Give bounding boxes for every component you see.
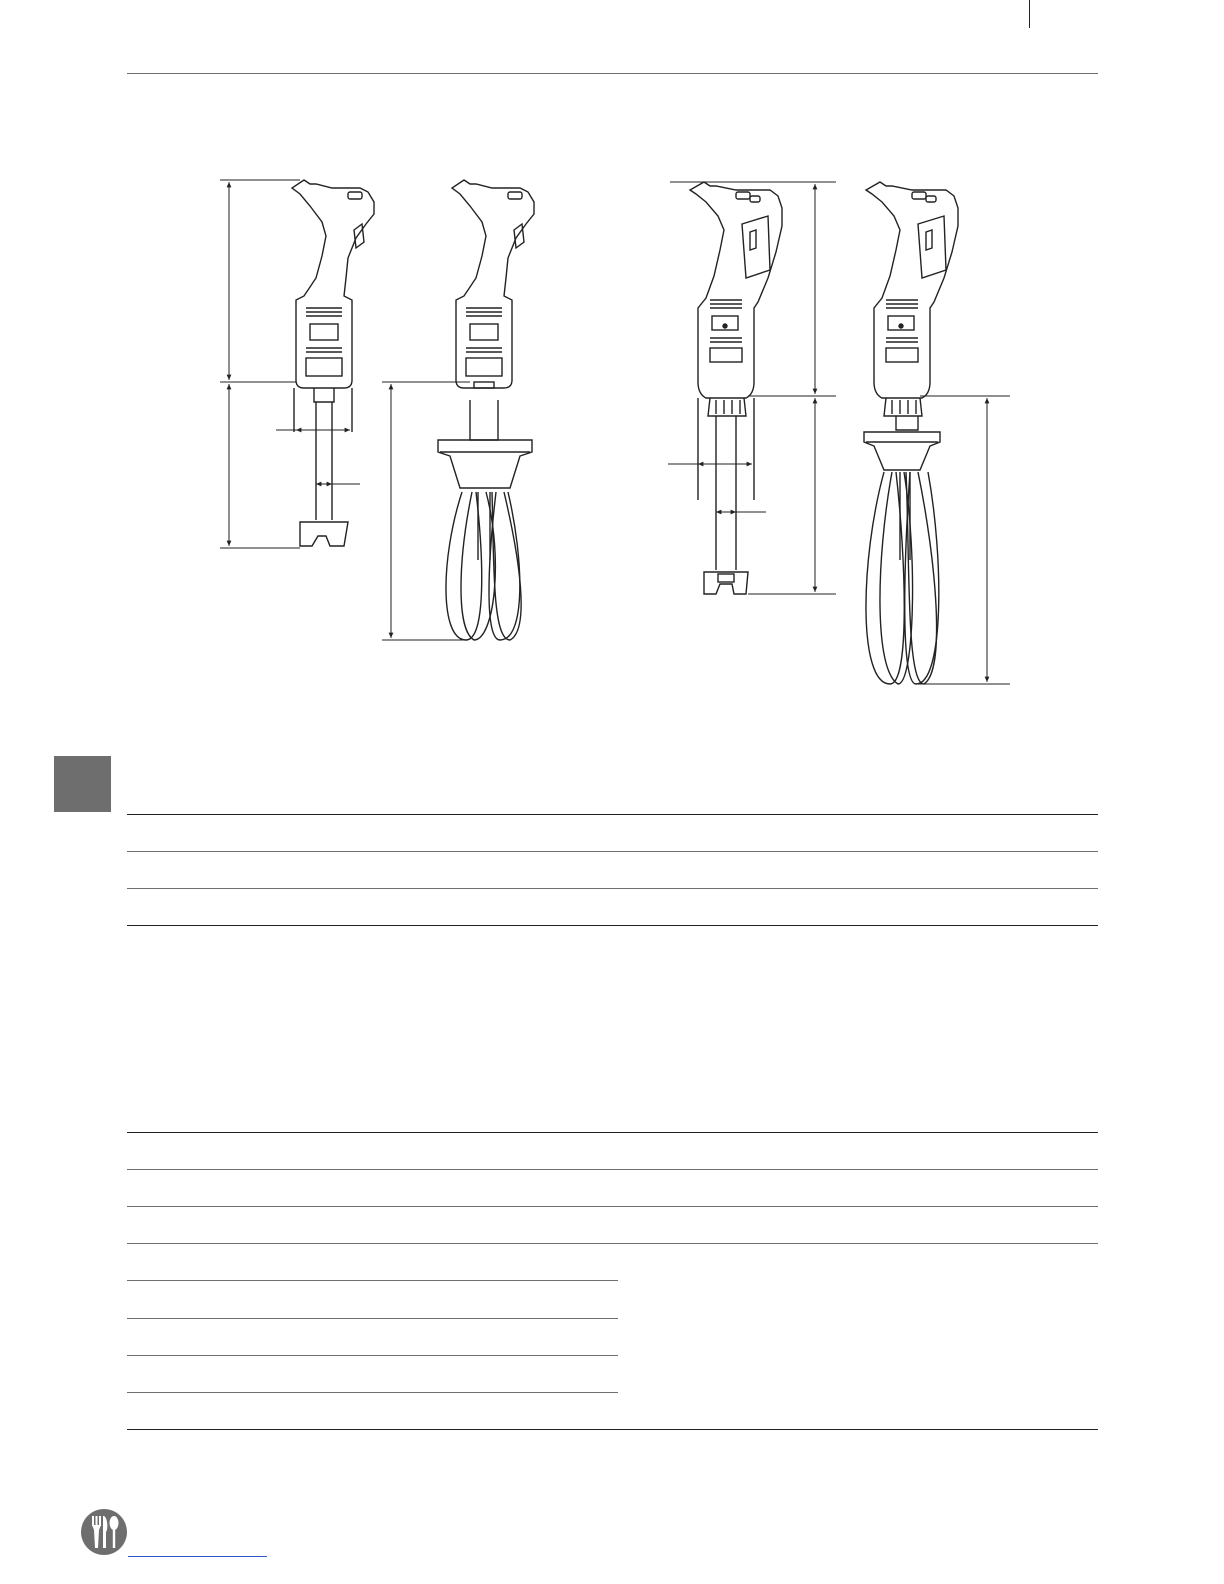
whisk-short-drawing [382,180,534,640]
table-row [127,1280,618,1281]
product-dimension-drawings [0,0,1224,760]
table-row [127,851,1098,852]
table-row [127,1169,1098,1170]
table-row [127,1318,618,1319]
table-row [127,1243,1098,1244]
table-rule [127,1429,1098,1430]
blender-long-shaft-drawing [668,182,836,594]
table-rule [127,814,1098,815]
section-tab [54,756,111,812]
table-row [127,1392,618,1393]
whisk-long-drawing [864,182,1010,684]
fork-knife-spoon-icon [80,1508,128,1556]
table-rule [127,1132,1098,1133]
table-row [127,888,1098,889]
table-row [127,1355,618,1356]
table-rule [127,925,1098,926]
table-row [127,1206,1098,1207]
footer-link-underline[interactable] [128,1556,267,1557]
blender-short-shaft-drawing [220,180,374,548]
